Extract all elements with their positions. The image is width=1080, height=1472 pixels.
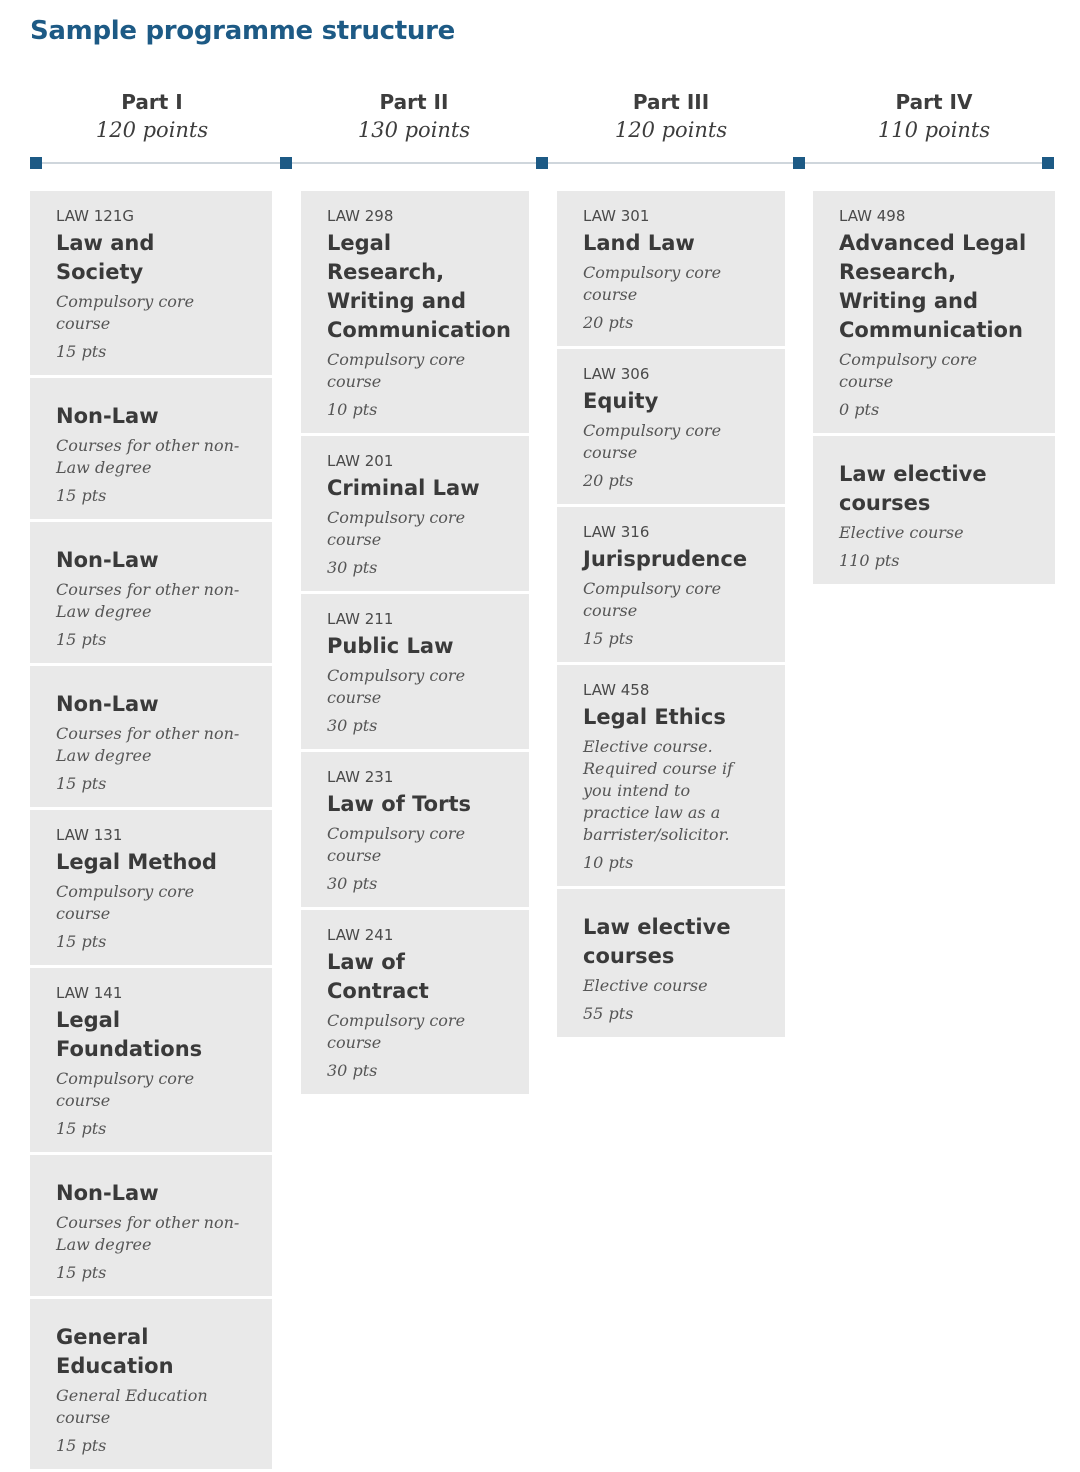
course-points: 30 pts [327, 558, 378, 577]
course-points: 15 pts [56, 1119, 107, 1138]
course-description: Compulsory core course [327, 350, 466, 391]
course-name: General Education [56, 1325, 174, 1378]
course-description: Elective course. Required course if you intend to practice law as a barrister/solicitor. [583, 737, 733, 844]
course-card [813, 436, 1055, 584]
course-code: LAW 498 [839, 207, 906, 225]
course-name: Law and Society [56, 231, 155, 284]
course-description: Compulsory core course [56, 882, 195, 923]
course-card [557, 889, 785, 1037]
part-title: Part III [632, 90, 710, 114]
part-points: 110 points [877, 118, 991, 142]
course-name: Advanced Legal Research, Writing and Communication [839, 231, 1027, 342]
course-code: LAW 298 [327, 207, 394, 225]
course-description: Compulsory core course [583, 421, 722, 462]
course-code: LAW 301 [583, 207, 650, 225]
course-points: 0 pts [839, 400, 880, 419]
course-points: 10 pts [327, 400, 378, 419]
course-card [30, 666, 272, 807]
course-description: Courses for other non-Law degree [56, 436, 240, 477]
course-card [30, 191, 272, 375]
course-points: 110 pts [839, 551, 900, 570]
course-points: 30 pts [327, 716, 378, 735]
part-title: Part IV [895, 90, 973, 114]
course-card [557, 665, 785, 886]
course-name: Legal Research, Writing and Communication [327, 231, 511, 342]
course-card [30, 968, 272, 1152]
course-points: 30 pts [327, 1061, 378, 1080]
part-points: 120 points [614, 118, 728, 142]
course-code: LAW 241 [327, 926, 394, 944]
course-points: 15 pts [56, 1263, 107, 1282]
course-card [30, 378, 272, 519]
course-code: LAW 141 [56, 984, 123, 1002]
course-points: 15 pts [56, 1436, 107, 1455]
part-header-1 [42, 88, 262, 144]
part-title: Part II [379, 90, 449, 114]
course-card [557, 507, 785, 662]
course-name: Non-Law [56, 404, 159, 428]
course-card [813, 191, 1055, 433]
course-points: 55 pts [583, 1004, 634, 1023]
course-description: Elective course [839, 523, 964, 542]
course-points: 15 pts [56, 774, 107, 793]
course-name: Non-Law [56, 692, 159, 716]
course-description: Courses for other non-Law degree [56, 580, 240, 621]
course-description: Compulsory core course [327, 508, 466, 549]
timeline-node [793, 157, 805, 169]
part-1-courses [30, 191, 272, 1472]
course-card [301, 752, 529, 907]
course-code: LAW 131 [56, 826, 123, 844]
course-name: Equity [583, 389, 659, 413]
course-points: 15 pts [583, 629, 634, 648]
course-description: Compulsory core course [56, 1069, 195, 1110]
course-card [557, 191, 785, 346]
part-3-courses [557, 191, 785, 1040]
course-points: 10 pts [583, 853, 634, 872]
course-code: LAW 306 [583, 365, 650, 383]
course-card [30, 522, 272, 663]
timeline-node [30, 157, 42, 169]
course-card [30, 1299, 272, 1469]
course-code: LAW 121G [56, 207, 134, 225]
course-card [30, 810, 272, 965]
course-code: LAW 231 [327, 768, 394, 786]
timeline-node [536, 157, 548, 169]
part-header-2 [304, 88, 524, 144]
part-points: 130 points [357, 118, 471, 142]
course-points: 15 pts [56, 486, 107, 505]
course-points: 15 pts [56, 630, 107, 649]
course-points: 15 pts [56, 342, 107, 361]
course-name: Land Law [583, 231, 695, 255]
course-description: Courses for other non-Law degree [56, 1213, 240, 1254]
part-header-3 [561, 88, 781, 144]
course-card [557, 349, 785, 504]
course-points: 30 pts [327, 874, 378, 893]
part-title: Part I [121, 90, 183, 114]
course-card [301, 191, 529, 433]
course-name: Criminal Law [327, 476, 480, 500]
timeline-node [280, 157, 292, 169]
part-4-courses [813, 191, 1055, 587]
course-code: LAW 201 [327, 452, 394, 470]
course-description: Compulsory core course [327, 1011, 466, 1052]
course-name: Law of Contract [327, 950, 429, 1003]
course-points: 20 pts [583, 313, 634, 332]
course-name: Law elective courses [839, 462, 987, 515]
course-description: Compulsory core course [327, 666, 466, 707]
course-description: Compulsory core course [583, 263, 722, 304]
course-description: Courses for other non-Law degree [56, 724, 240, 765]
course-card [301, 910, 529, 1094]
course-name: Legal Foundations [56, 1008, 203, 1061]
course-code: LAW 211 [327, 610, 394, 628]
course-name: Public Law [327, 634, 454, 658]
course-card [301, 436, 529, 591]
course-card [301, 594, 529, 749]
course-name: Law of Torts [327, 792, 471, 816]
course-description: Compulsory core course [839, 350, 978, 391]
course-card [30, 1155, 272, 1296]
course-name: Legal Ethics [583, 705, 726, 729]
course-name: Jurisprudence [583, 547, 748, 571]
course-name: Legal Method [56, 850, 217, 874]
course-description: Compulsory core course [56, 292, 195, 333]
part-points: 120 points [95, 118, 209, 142]
course-name: Non-Law [56, 1181, 159, 1205]
page-title: Sample programme structure [30, 16, 455, 46]
timeline-node [1042, 157, 1054, 169]
course-code: LAW 316 [583, 523, 650, 541]
course-description: Elective course [583, 976, 708, 995]
part-header-4 [824, 88, 1044, 144]
course-name: Law elective courses [583, 915, 731, 968]
course-points: 15 pts [56, 932, 107, 951]
course-description: Compulsory core course [583, 579, 722, 620]
course-description: Compulsory core course [327, 824, 466, 865]
course-description: General Education course [56, 1386, 208, 1427]
course-code: LAW 458 [583, 681, 650, 699]
course-points: 20 pts [583, 471, 634, 490]
part-2-courses [301, 191, 529, 1097]
course-name: Non-Law [56, 548, 159, 572]
